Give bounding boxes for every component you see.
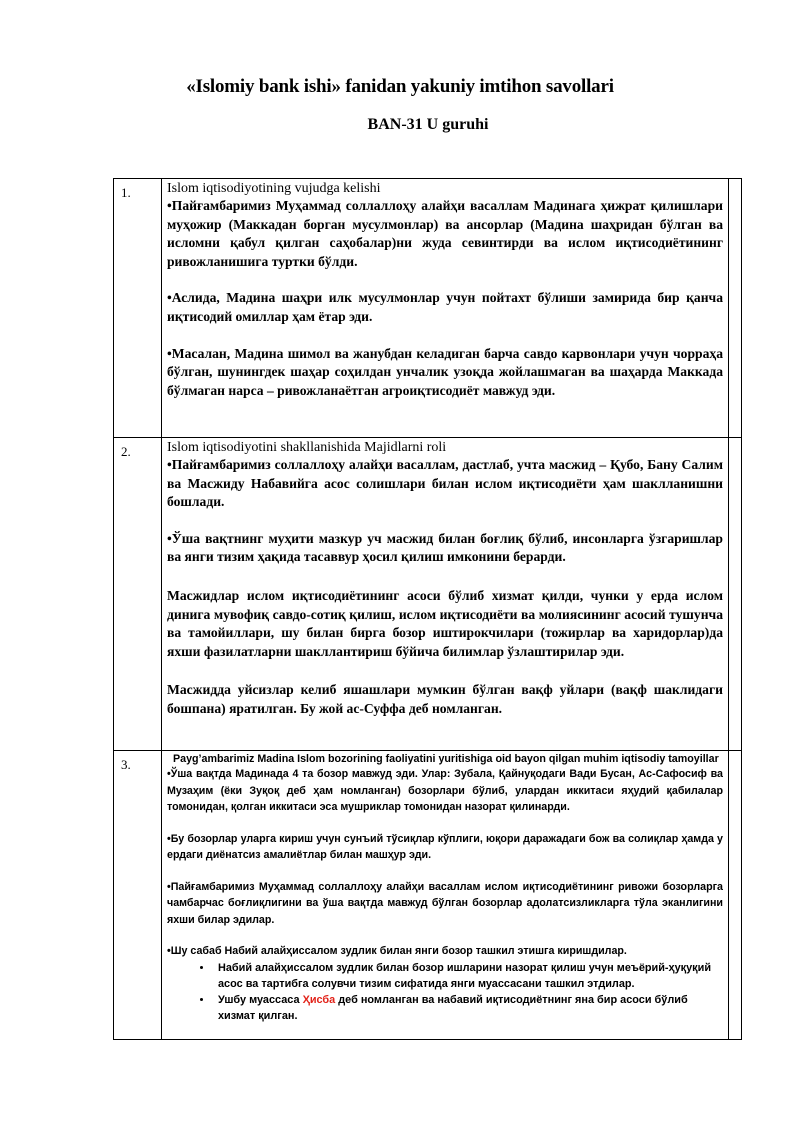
empty-cell [729, 751, 742, 1040]
question-title: Islom iqtisodiyotining vujudga kelishi [167, 181, 381, 196]
question-number: 3. [114, 751, 162, 1040]
question-title: Islom iqtisodiyotini shakllanishida Majidlarni roli [167, 440, 447, 455]
empty-cell [729, 179, 742, 438]
answer-paragraph: •Бу бозорлар уларга кириш учун сунъий тўсиқлар кўплиги, юқори даражадаги бож ва солиқлар ҳамда у ердаги диёнатсиз амалиётлар билан машҳур эди. [167, 832, 723, 861]
list-item: • Набий алайҳиссалом зудлик билан бозор ишларини назорат қилиш учун меъёрий-ҳуқуқий асос ва тартибга солувчи тизим сифатида янги муассасани ташкил этдилар. [213, 960, 723, 992]
bullet-list [167, 960, 723, 1024]
page-title: «Islomiy bank ishi» fanidan yakuniy imtihon savollari [186, 76, 614, 97]
answer-paragraph: •Шу сабаб Набий алайҳиссалом зудлик билан янги бозор ташкил этишга киришдилар. [167, 945, 627, 957]
question-content [162, 179, 729, 438]
question-content [162, 438, 729, 751]
question-number: 2. [114, 438, 162, 751]
answer-paragraph: Масжидда уйсизлар келиб яшашлари мумкин бўлган вақф уйлари (вақф шаклидаги бошпана) яратилган. Бу жой ас-Суффа деб номланган. [167, 682, 723, 716]
list-item-text: Ушбу муассаса [218, 993, 303, 1006]
answer-paragraph: •Пайғамбаримиз Муҳаммад соллаллоҳу алайҳи васаллам ислом иқтисодиётининг ривожи бозорларга чамбарчас боғлиқлигини ва ўша вақтда мавжуд бўлган бозорлар адолатсизликларга тўла эканлигини яхши билар эдилар. [167, 880, 723, 926]
answer-paragraph: •Пайғамбаримиз соллаллоҳу алайҳи васаллам, дастлаб, учта масжид – Қубо, Бану Салим ва Масжиду Набавийга асос солишлари билан ислом иқтисодиёти ҳам шаклланишни бошлади. [167, 457, 723, 510]
answer-paragraph: •Масалан, Мадина шимол ва жанубдан келадиган барча савдо карвонлари учун чорраҳа бўлган, шунингдек шаҳар соҳилдан унчалик узоқда жойлашмаган ва шаҳарда Маккада бўлмаган нарса – ривожланаётган агроиқтисодиёт мавжуд эди. [167, 345, 723, 398]
answer-paragraph: Масжидлар ислом иқтисодиётининг асоси бўлиб хизмат қилди, чунки у ерда ислом динига мувофиқ савдо-сотиқ қилиш, ислом иқтисодиёти ва молиясининг асосий тушунча ва тамойиллари, шу билан бирга бозор иштирокчилари (тожирлар ва харидорлар)да яхши фазилатларни шакллантириш бўйича билимлар ўзлаштирилар эди. [167, 587, 723, 659]
highlighted-term: Ҳисба [302, 993, 336, 1006]
answer-paragraph: •Ўша вақтда Мадинада 4 та бозор мавжуд эди. Улар: Зубала, Қайнуқодаги Вади Бусан, Ас-Сафосиф ва Музаҳим (ёки Зуқоқ деб ҳам номланган) бозорлари бўлиб, улардан иккитаси яҳудий қабилалар томонидан, қолган иккитаси эса мушриклар томонидан назорат қилинарди. [167, 768, 723, 813]
empty-cell [729, 438, 742, 751]
questions-table [113, 178, 742, 1040]
page-subtitle: BAN-31 U guruhi [367, 116, 489, 133]
list-item [213, 992, 723, 1024]
table-row [114, 179, 742, 438]
question-content [162, 751, 729, 1040]
table-row [114, 751, 742, 1040]
question-title: Payg’ambarimiz Madina Islom bozorining faoliyatini yuritishiga oid bayon qilgan muhim iqtisodiy tamoyillar [173, 753, 719, 765]
answer-paragraph: •Аслида, Мадина шаҳри илк мусулмонлар учун пойтахт бўлиши замирида бир қанча иқтисодий омиллар ҳам ётар эди. [167, 290, 723, 324]
answer-paragraph: •Пайғамбаримиз Муҳаммад соллаллоҳу алайҳи васаллам Мадинага ҳижрат қилишлари муҳожир (Маккадан борган мусулмонлар) ва ансорлар (Мадина шаҳридан бўлган ва исломни қабул қилган саҳобалар)ни жуда севинтирди ва ислом иқтисодиётининг ривожланишига туртки бўлди. [167, 198, 723, 269]
table-row [114, 438, 742, 751]
list-item-text: деб номланган ва набавий иқтисодиётнинг яна бир асоси бўлиб хизмат қилган. [218, 993, 688, 1022]
question-number: 1. [114, 179, 162, 438]
answer-paragraph: •Ўша вақтнинг муҳити мазкур уч масжид билан боғлиқ бўлиб, инсонларга ўзгаришлар ва янги тизим ҳақида тасаввур ҳосил қилиш имконини берарди. [167, 530, 723, 565]
